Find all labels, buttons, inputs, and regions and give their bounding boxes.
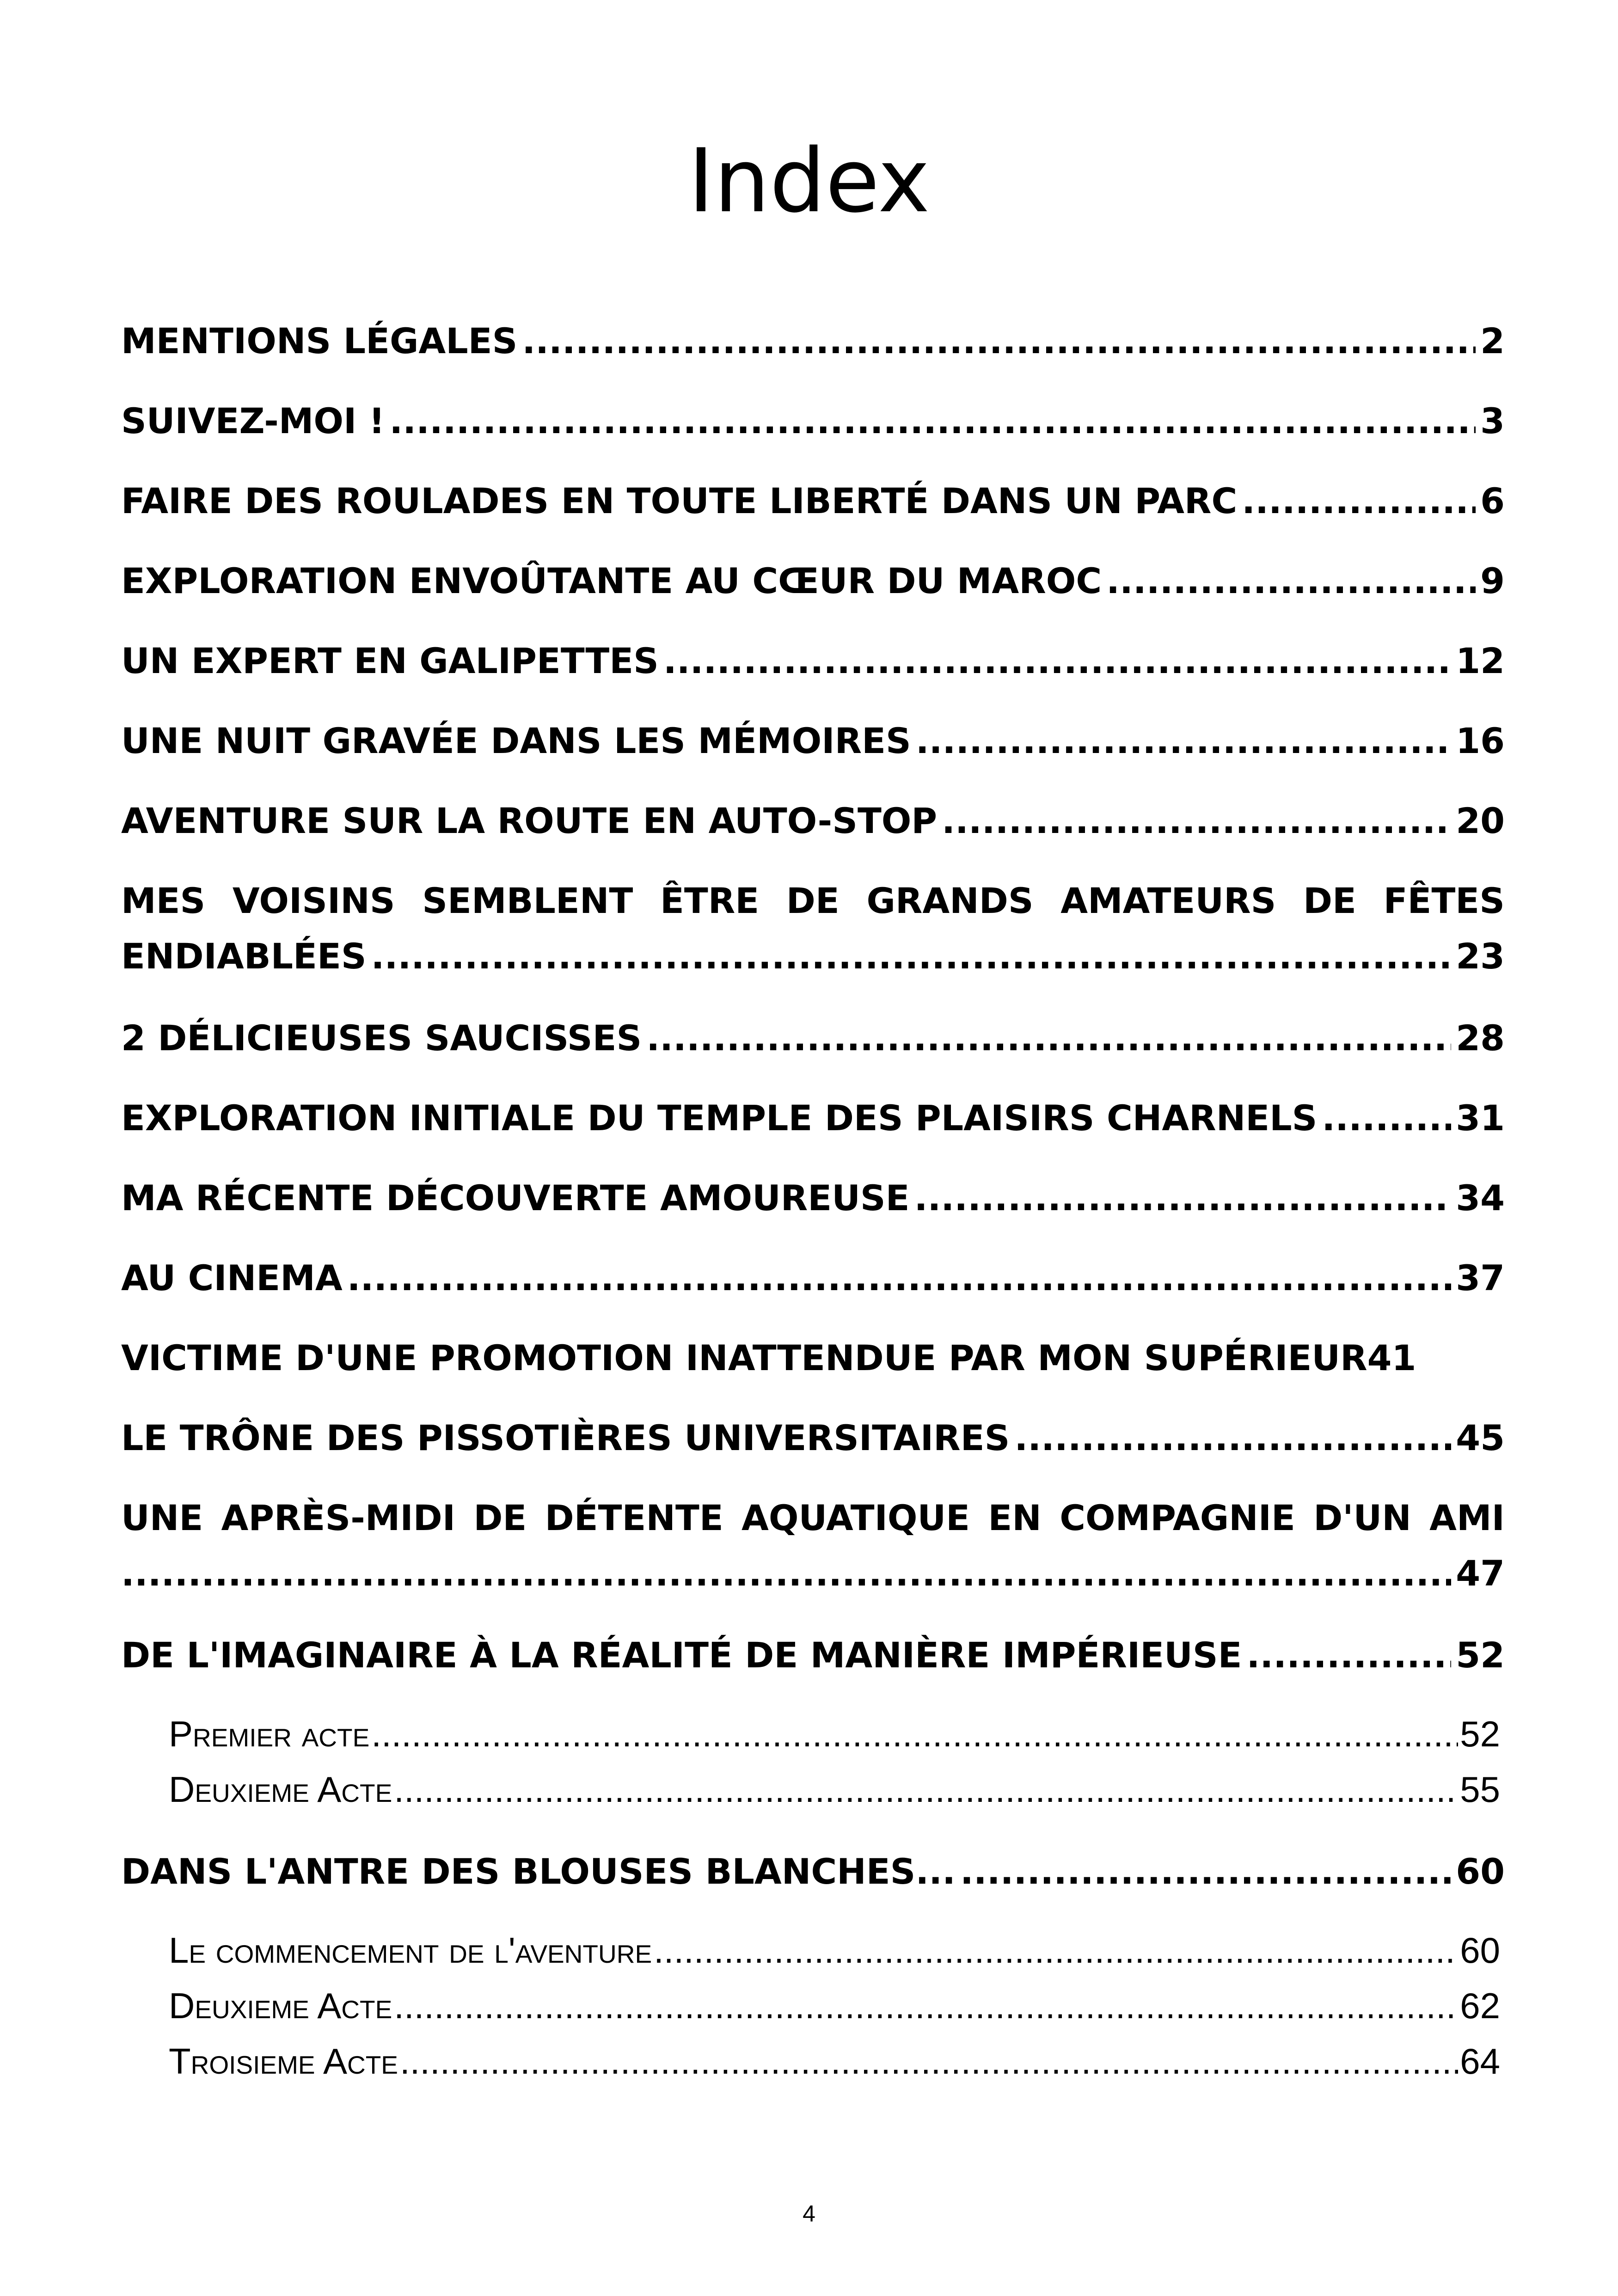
dot-leader — [663, 643, 1451, 679]
toc-entry-page: 12 — [1456, 640, 1505, 681]
toc-subentry-title: Premier acte — [169, 1714, 370, 1754]
toc-entry-title: AVENTURE SUR LA ROUTE EN AUTO-STOP — [121, 800, 938, 841]
toc-subentry[interactable] — [169, 2043, 1500, 2089]
toc-entry[interactable] — [121, 1417, 1505, 1467]
toc-entry-title-line: UNE APRÈS-MIDI DE DÉTENTE AQUATIQUE EN COMPAGNIE D'UN AMI — [121, 1497, 1505, 1538]
toc-entry-page: 28 — [1456, 1017, 1505, 1059]
toc-subentry-title: Deuxieme Acte — [169, 1985, 392, 2026]
dot-leader — [1247, 1638, 1452, 1673]
toc-entry-page: 9 — [1480, 560, 1505, 601]
dot-leader — [347, 1261, 1452, 1296]
toc-entry-title: AU CINEMA — [121, 1257, 343, 1298]
toc-entry-page: 34 — [1456, 1177, 1505, 1218]
toc-entry[interactable] — [121, 1177, 1505, 1227]
dot-leader — [394, 1771, 1458, 1807]
toc-entry-page: 3 — [1480, 400, 1505, 441]
toc-entry[interactable] — [121, 880, 1505, 985]
toc-entry-title: VICTIME D'UNE PROMOTION INATTENDUE PAR MON SUPÉRIEUR41 — [121, 1337, 1416, 1378]
toc-subentry-title: Deuxieme Acte — [169, 1769, 392, 1810]
dot-leader — [1014, 1420, 1451, 1456]
toc-subentry-page: 60 — [1460, 1930, 1500, 1971]
toc-subentry-page: 52 — [1460, 1714, 1500, 1754]
dot-leader — [914, 1181, 1452, 1216]
toc-entry-page: 52 — [1456, 1635, 1505, 1676]
dot-leader — [1322, 1101, 1451, 1136]
toc-subentry-page: 64 — [1460, 2041, 1500, 2082]
toc-entry[interactable] — [121, 1257, 1505, 1307]
toc-entry[interactable] — [121, 720, 1505, 770]
toc-entry-page: 20 — [1456, 800, 1505, 841]
toc-entry-title: ENDIABLÉES — [121, 936, 367, 977]
toc-entry[interactable] — [121, 1635, 1505, 1684]
dot-leader — [960, 1854, 1451, 1889]
dot-leader — [522, 324, 1476, 359]
toc-entry-page: 6 — [1480, 480, 1505, 521]
toc-subentry-title: Le commencement de l'aventure — [169, 1930, 652, 1971]
toc-entry-title: MA RÉCENTE DÉCOUVERTE AMOUREUSE — [121, 1177, 910, 1218]
toc-entry[interactable] — [121, 1337, 1505, 1387]
toc-entry-page: 16 — [1456, 720, 1505, 761]
toc-entry-title: MENTIONS LÉGALES — [121, 320, 518, 361]
dot-leader — [371, 1716, 1458, 1752]
toc-entry[interactable] — [121, 320, 1505, 370]
dot-leader — [400, 2043, 1458, 2079]
toc-subentry-title: Troisieme Acte — [169, 2041, 398, 2082]
toc-entry[interactable] — [121, 1097, 1505, 1147]
toc-subentry[interactable] — [169, 1985, 1500, 2034]
toc-entry-page: 37 — [1456, 1257, 1505, 1298]
dot-leader — [916, 723, 1451, 759]
dot-leader — [1106, 563, 1476, 599]
toc-entry-page: 2 — [1480, 320, 1505, 361]
toc-entry-title: 2 DÉLICIEUSES SAUCISSES — [121, 1017, 642, 1059]
toc-entry-page: 45 — [1456, 1417, 1505, 1458]
page-title: Index — [688, 130, 930, 233]
toc-entry-title: EXPLORATION ENVOÛTANTE AU CŒUR DU MAROC — [121, 560, 1102, 601]
toc-entry-title: DE L'IMAGINAIRE À LA RÉALITÉ DE MANIÈRE IMPÉRIEUSE — [121, 1635, 1242, 1676]
toc-entry[interactable] — [121, 800, 1505, 850]
page-number: 4 — [803, 2201, 815, 2227]
dot-leader — [121, 1556, 1451, 1591]
toc-entry-title: EXPLORATION INITIALE DU TEMPLE DES PLAISIRS CHARNELS — [121, 1097, 1318, 1139]
dot-leader — [389, 404, 1476, 439]
toc-entry[interactable] — [121, 480, 1505, 530]
dot-leader — [654, 1932, 1458, 1968]
toc-entry[interactable] — [121, 560, 1505, 610]
toc-subentry-page: 55 — [1460, 1769, 1500, 1810]
toc-entry-title: FAIRE DES ROULADES EN TOUTE LIBERTÉ DANS UN PARC — [121, 480, 1238, 521]
dot-leader — [942, 803, 1451, 839]
toc-entry[interactable] — [121, 1851, 1505, 1900]
dot-leader — [371, 939, 1452, 974]
dot-leader — [1242, 484, 1476, 519]
dot-leader — [646, 1021, 1451, 1056]
toc-entry-page: 31 — [1456, 1097, 1505, 1139]
toc-entry[interactable] — [121, 640, 1505, 690]
toc-subentry[interactable] — [169, 1716, 1500, 1762]
toc-entry-title: UNE NUIT GRAVÉE DANS LES MÉMOIRES — [121, 720, 911, 761]
toc-entry[interactable] — [121, 1017, 1505, 1067]
toc-entry-page: 47 — [1456, 1553, 1505, 1594]
toc-entry[interactable] — [121, 1497, 1505, 1602]
toc-entry-title: DANS L'ANTRE DES BLOUSES BLANCHES... — [121, 1851, 956, 1892]
toc-subentry[interactable] — [169, 1932, 1500, 1978]
toc-subentry[interactable] — [169, 1771, 1500, 1818]
toc-entry-title: LE TRÔNE DES PISSOTIÈRES UNIVERSITAIRES — [121, 1417, 1010, 1458]
toc-entry-page: 23 — [1456, 936, 1505, 977]
toc-entry-title-line: MES VOISINS SEMBLENT ÊTRE DE GRANDS AMATEURS DE FÊTES — [121, 880, 1505, 921]
toc-entry[interactable] — [121, 400, 1505, 450]
toc-entry-title: UN EXPERT EN GALIPETTES — [121, 640, 659, 681]
toc-subentry-page: 62 — [1460, 1985, 1500, 2026]
toc-entry-title: SUIVEZ-MOI ! — [121, 400, 385, 441]
dot-leader — [394, 1988, 1458, 2024]
toc-entry-page: 60 — [1456, 1851, 1505, 1892]
